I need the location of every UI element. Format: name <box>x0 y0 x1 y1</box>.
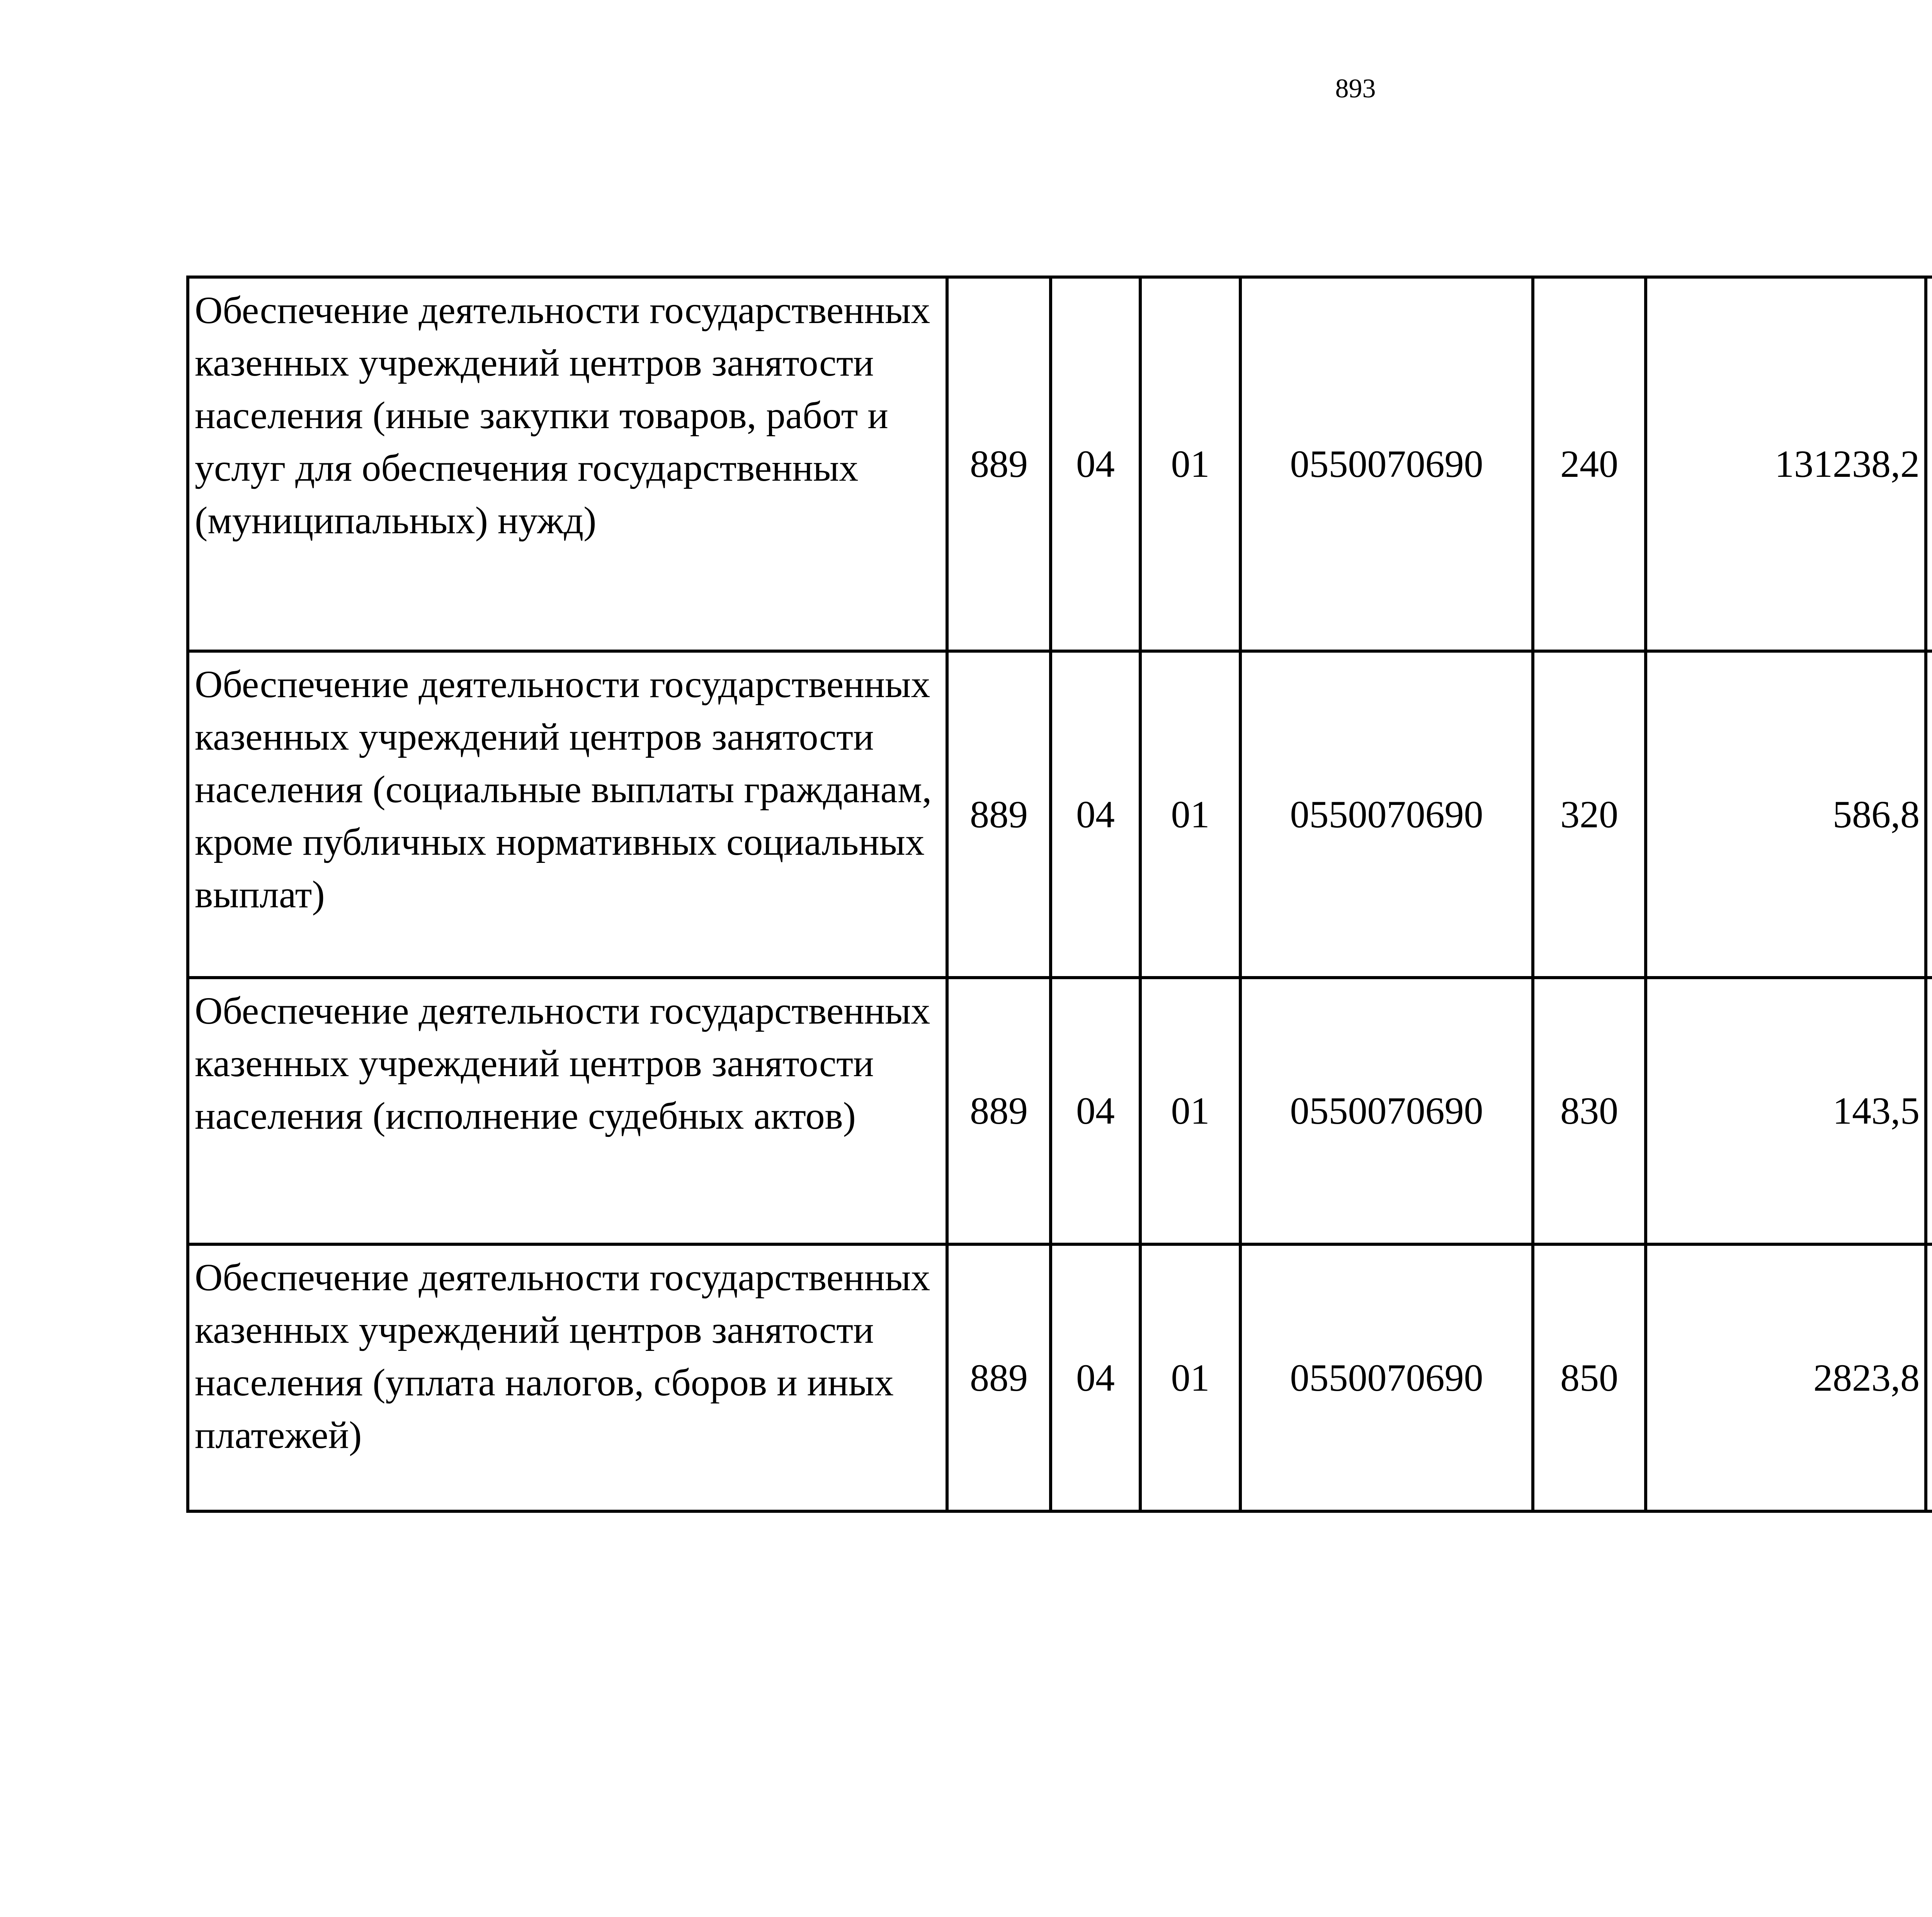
amount-year-2 <box>1926 277 1932 651</box>
ministry-code: 889 <box>947 277 1051 651</box>
expense-type-code: 850 <box>1533 1244 1646 1511</box>
table-row <box>188 1244 1932 1511</box>
target-article-code: 0550070690 <box>1240 978 1533 1244</box>
ministry-code: 889 <box>947 978 1051 1244</box>
amount-year-2 <box>1926 651 1932 978</box>
amount-year-1: 2823,8 <box>1646 1244 1926 1511</box>
target-article-code: 0550070690 <box>1240 1244 1533 1511</box>
table-row <box>188 978 1932 1244</box>
amount-year-2 <box>1926 978 1932 1244</box>
amount-year-1: 586,8 <box>1646 651 1926 978</box>
ministry-code: 889 <box>947 651 1051 978</box>
section-code: 04 <box>1051 651 1140 978</box>
expense-type-code: 320 <box>1533 651 1646 978</box>
expense-description: Обеспечение деятельности государственных казенных учреждений центров занятости населения (социальные выплаты гражданам, кроме публичных нормативных социальных выплат) <box>188 651 947 978</box>
page-number: 893 <box>1335 74 1376 104</box>
amount-year-1: 143,5 <box>1646 978 1926 1244</box>
section-code: 04 <box>1051 277 1140 651</box>
table-row <box>188 651 1932 978</box>
table-row <box>188 277 1932 651</box>
subsection-code: 01 <box>1140 651 1240 978</box>
budget-table <box>186 276 1932 1513</box>
expense-type-code: 830 <box>1533 978 1646 1244</box>
ministry-code: 889 <box>947 1244 1051 1511</box>
subsection-code: 01 <box>1140 978 1240 1244</box>
amount-year-2 <box>1926 1244 1932 1511</box>
target-article-code: 0550070690 <box>1240 651 1533 978</box>
subsection-code: 01 <box>1140 1244 1240 1511</box>
expense-description: Обеспечение деятельности государственных казенных учреждений центров занятости населения (исполнение судебных актов) <box>188 978 947 1244</box>
subsection-code: 01 <box>1140 277 1240 651</box>
section-code: 04 <box>1051 1244 1140 1511</box>
expense-description: Обеспечение деятельности государственных казенных учреждений центров занятости населения (уплата налогов, сборов и иных платежей) <box>188 1244 947 1511</box>
expense-description: Обеспечение деятельности государственных казенных учреждений центров занятости населения (иные закупки товаров, работ и услуг для обеспечения государственных (муниципальных) нужд) <box>188 277 947 651</box>
amount-year-1: 131238,2 <box>1646 277 1926 651</box>
expense-type-code: 240 <box>1533 277 1646 651</box>
section-code: 04 <box>1051 978 1140 1244</box>
target-article-code: 0550070690 <box>1240 277 1533 651</box>
